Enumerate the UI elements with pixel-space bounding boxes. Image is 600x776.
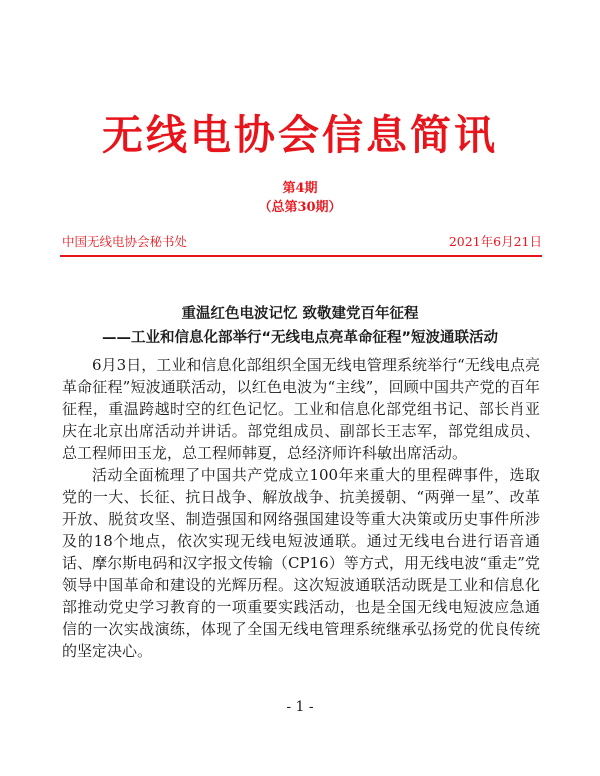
publisher-row <box>62 234 542 250</box>
publication-date: 2021年6月21日 <box>448 234 542 249</box>
publisher-name: 中国无线电协会秘书处 <box>62 234 188 249</box>
red-divider-rule <box>60 255 542 257</box>
issue-number: 第4期 <box>282 181 318 196</box>
article-body <box>62 354 540 662</box>
article-subheadline: ——工业和信息化部举行“无线电点亮革命征程”短波通联活动 <box>101 330 499 346</box>
article-headline: 重温红色电波记忆 致敬建党百年征程 <box>181 306 419 322</box>
page-number: - 1 - <box>286 699 314 715</box>
issue-total-number: （总第30期） <box>258 200 342 215</box>
article-paragraph-1: 6月3日，工业和信息化部组织全国无线电管理系统举行“无线电点亮革命征程”短波通联活动，以红色电波为“主线”，回顾中国共产党的百年征程，重温跨越时空的红色记忆。工业和信息化部党组书记、部长肖亚庆在北京出席活动并讲话。部党组成员、副部长王志军，部党组成员、总工程师田玉龙，总工程师韩夏，总经济师许科敏出席活动。 <box>62 356 540 462</box>
newsletter-masthead-title: 无线电协会信息简讯 <box>102 111 498 159</box>
article-paragraph-2: 活动全面梳理了中国共产党成立100年来重大的里程碑事件，选取党的一大、长征、抗日战争、解放战争、抗美援朝、“两弹一星”、改革开放、脱贫攻坚、制造强国和网络强国建设等重大决策或历史事件所涉及的18个地点，依次实现无线电短波通联。通过无线电台进行语音通话、摩尔斯电码和汉字报文传输（CP16）等方式，用无线电波“重走”党领导中国革命和建设的光辉历程。这次短波通联活动既是工业和信息化部推动党史学习教育的一项重要实践活动，也是全国无线电短波应急通信的一次实战演练，体现了全国无线电管理系统继承弘扬党的优良传统的坚定决心。 <box>62 466 540 660</box>
